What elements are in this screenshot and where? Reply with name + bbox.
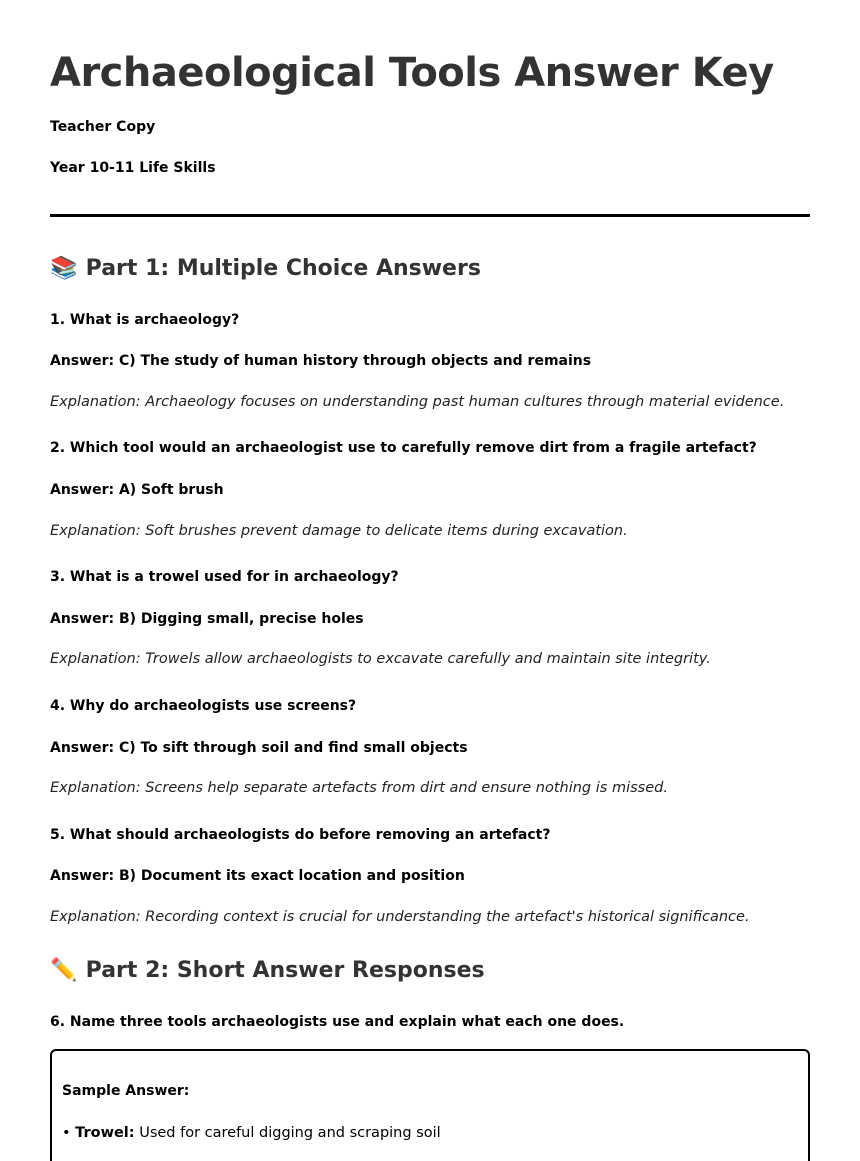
year-level-label: Year 10-11 Life Skills xyxy=(50,160,216,176)
question-1: 1. What is archaeology? xyxy=(50,312,240,328)
explanation-4: Explanation: Screens help separate artefacts from dirt and ensure nothing is missed. xyxy=(50,780,668,796)
explanation-2: Explanation: Soft brushes prevent damage to delicate items during excavation. xyxy=(50,523,628,539)
books-icon: 📚 xyxy=(50,256,78,281)
answer-2: Answer: A) Soft brush xyxy=(50,482,224,498)
header-divider xyxy=(50,214,810,217)
sample-answer-label: Sample Answer: xyxy=(62,1083,190,1099)
page-title: Archaeological Tools Answer Key xyxy=(50,50,774,96)
teacher-copy-label: Teacher Copy xyxy=(50,119,156,135)
part1-heading xyxy=(50,256,481,281)
question-2: 2. Which tool would an archaeologist use to carefully remove dirt from a fragile artefact? xyxy=(50,440,757,456)
answer-5: Answer: B) Document its exact location and position xyxy=(50,868,465,884)
explanation-1: Explanation: Archaeology focuses on understanding past human cultures through material evidence. xyxy=(50,394,785,410)
answer-4: Answer: C) To sift through soil and find small objects xyxy=(50,740,468,756)
question-5: 5. What should archaeologists do before removing an artefact? xyxy=(50,827,551,843)
explanation-3: Explanation: Trowels allow archaeologists to excavate carefully and maintain site integrity. xyxy=(50,651,711,667)
part1-heading-text: Part 1: Multiple Choice Answers xyxy=(85,256,481,281)
sample-answer-text: Used for careful digging and scraping soil xyxy=(139,1125,441,1141)
answer-3: Answer: B) Digging small, precise holes xyxy=(50,611,364,627)
sample-answer-box xyxy=(50,1049,810,1161)
answer-1: Answer: C) The study of human history through objects and remains xyxy=(50,353,592,369)
sample-answer-item xyxy=(62,1125,441,1141)
part2-heading-text: Part 2: Short Answer Responses xyxy=(85,958,485,983)
question-6: 6. Name three tools archaeologists use and explain what each one does. xyxy=(50,1014,625,1030)
explanation-5: Explanation: Recording context is crucial for understanding the artefact's historical significance. xyxy=(50,909,750,925)
pencil-icon: ✏️ xyxy=(50,958,78,983)
bullet: • xyxy=(62,1125,71,1141)
question-3: 3. What is a trowel used for in archaeology? xyxy=(50,569,399,585)
part2-heading xyxy=(50,958,485,983)
question-4: 4. Why do archaeologists use screens? xyxy=(50,698,357,714)
sample-answer-term: Trowel: xyxy=(75,1125,135,1141)
